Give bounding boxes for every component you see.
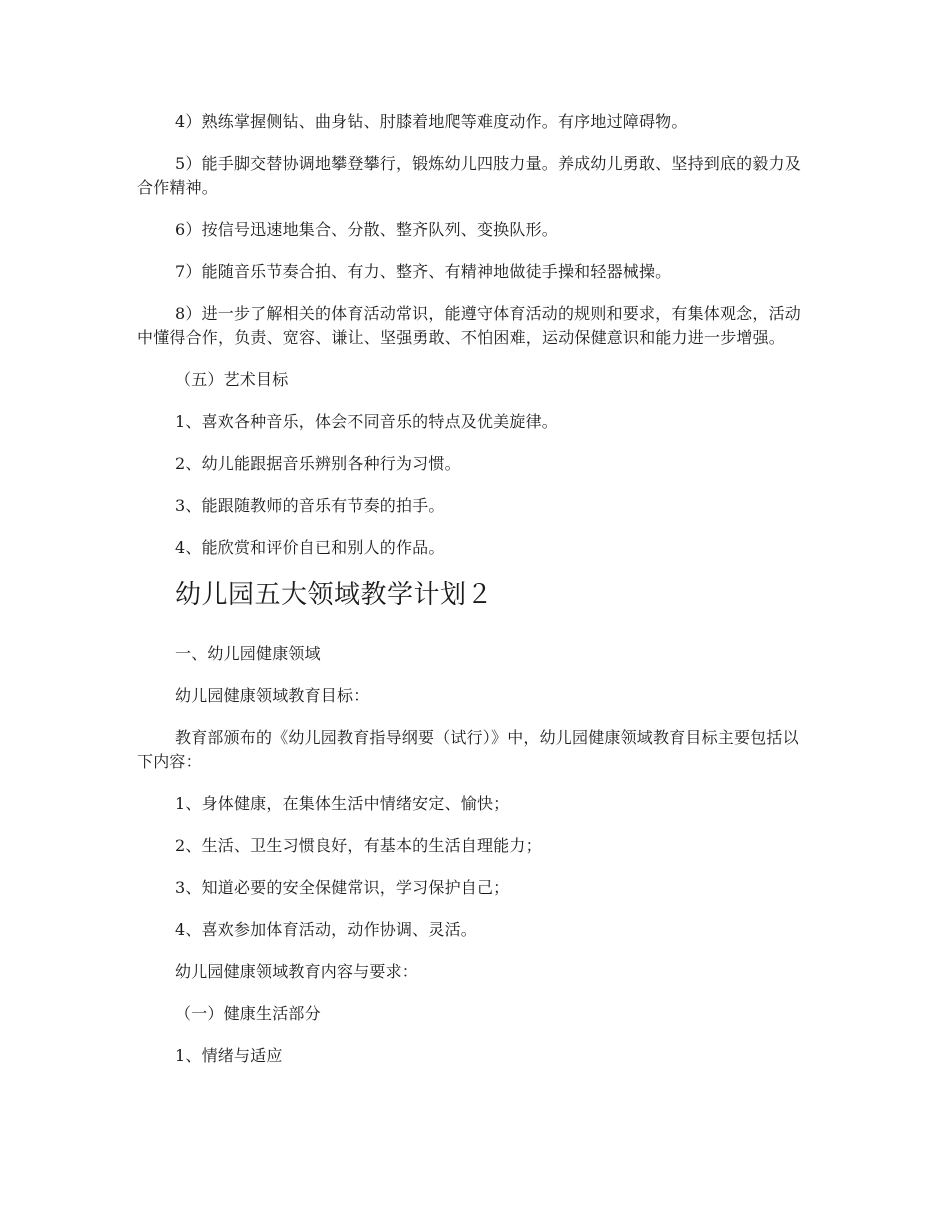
section-heading: 幼儿园五大领域教学计划２ (175, 580, 494, 610)
paragraph: 4、喜欢参加体育活动，动作协调、灵活。 (175, 920, 477, 939)
paragraph: 4）熟练掌握侧钻、曲身钻、肘膝着地爬等难度动作。有序地过障碍物。 (175, 112, 688, 131)
paragraph: 3、知道必要的安全保健常识，学习保护自己； (175, 878, 510, 897)
section-subheading: （五）艺术目标 (175, 370, 289, 389)
document-body (137, 110, 813, 1086)
paragraph: 5）能手脚交替协调地攀登攀行，锻炼幼儿四肢力量。养成幼儿勇敢、坚持到底的毅力及合作精神。 (137, 154, 801, 197)
paragraph: 1、喜欢各种音乐，体会不同音乐的特点及优美旋律。 (175, 412, 558, 431)
paragraph: 2、生活、卫生习惯良好，有基本的生活自理能力； (175, 836, 542, 855)
section-subheading: （一）健康生活部分 (175, 1004, 321, 1023)
paragraph: 幼儿园健康领域教育目标： (175, 686, 370, 705)
paragraph: 7）能随音乐节奏合拍、有力、整齐、有精神地做徒手操和轻器械操。 (175, 262, 672, 281)
paragraph: 3、能跟随教师的音乐有节奏的拍手。 (175, 496, 445, 515)
section-subheading: 一、幼儿园健康领域 (175, 644, 321, 663)
paragraph: 4、能欣赏和评价自已和别人的作品。 (175, 538, 445, 557)
paragraph: 教育部颁布的《幼儿园教育指导纲要（试行）》中，幼儿园健康领域教育目标主要包括以下内容： (137, 728, 799, 771)
paragraph: 幼儿园健康领域教育内容与要求： (175, 962, 419, 981)
paragraph: 6）按信号迅速地集合、分散、整齐队列、变换队形。 (175, 220, 558, 239)
paragraph: 2、幼儿能跟据音乐辨别各种行为习惯。 (175, 454, 461, 473)
paragraph: 1、情绪与适应 (175, 1046, 283, 1065)
paragraph: 8）进一步了解相关的体育活动常识，能遵守体育活动的规则和要求，有集体观念，活动中懂得合作，负责、宽容、谦让、坚强勇敢、不怕困难，运动保健意识和能力进一步增强。 (137, 304, 801, 347)
paragraph: 1、身体健康，在集体生活中情绪安定、愉快； (175, 794, 510, 813)
